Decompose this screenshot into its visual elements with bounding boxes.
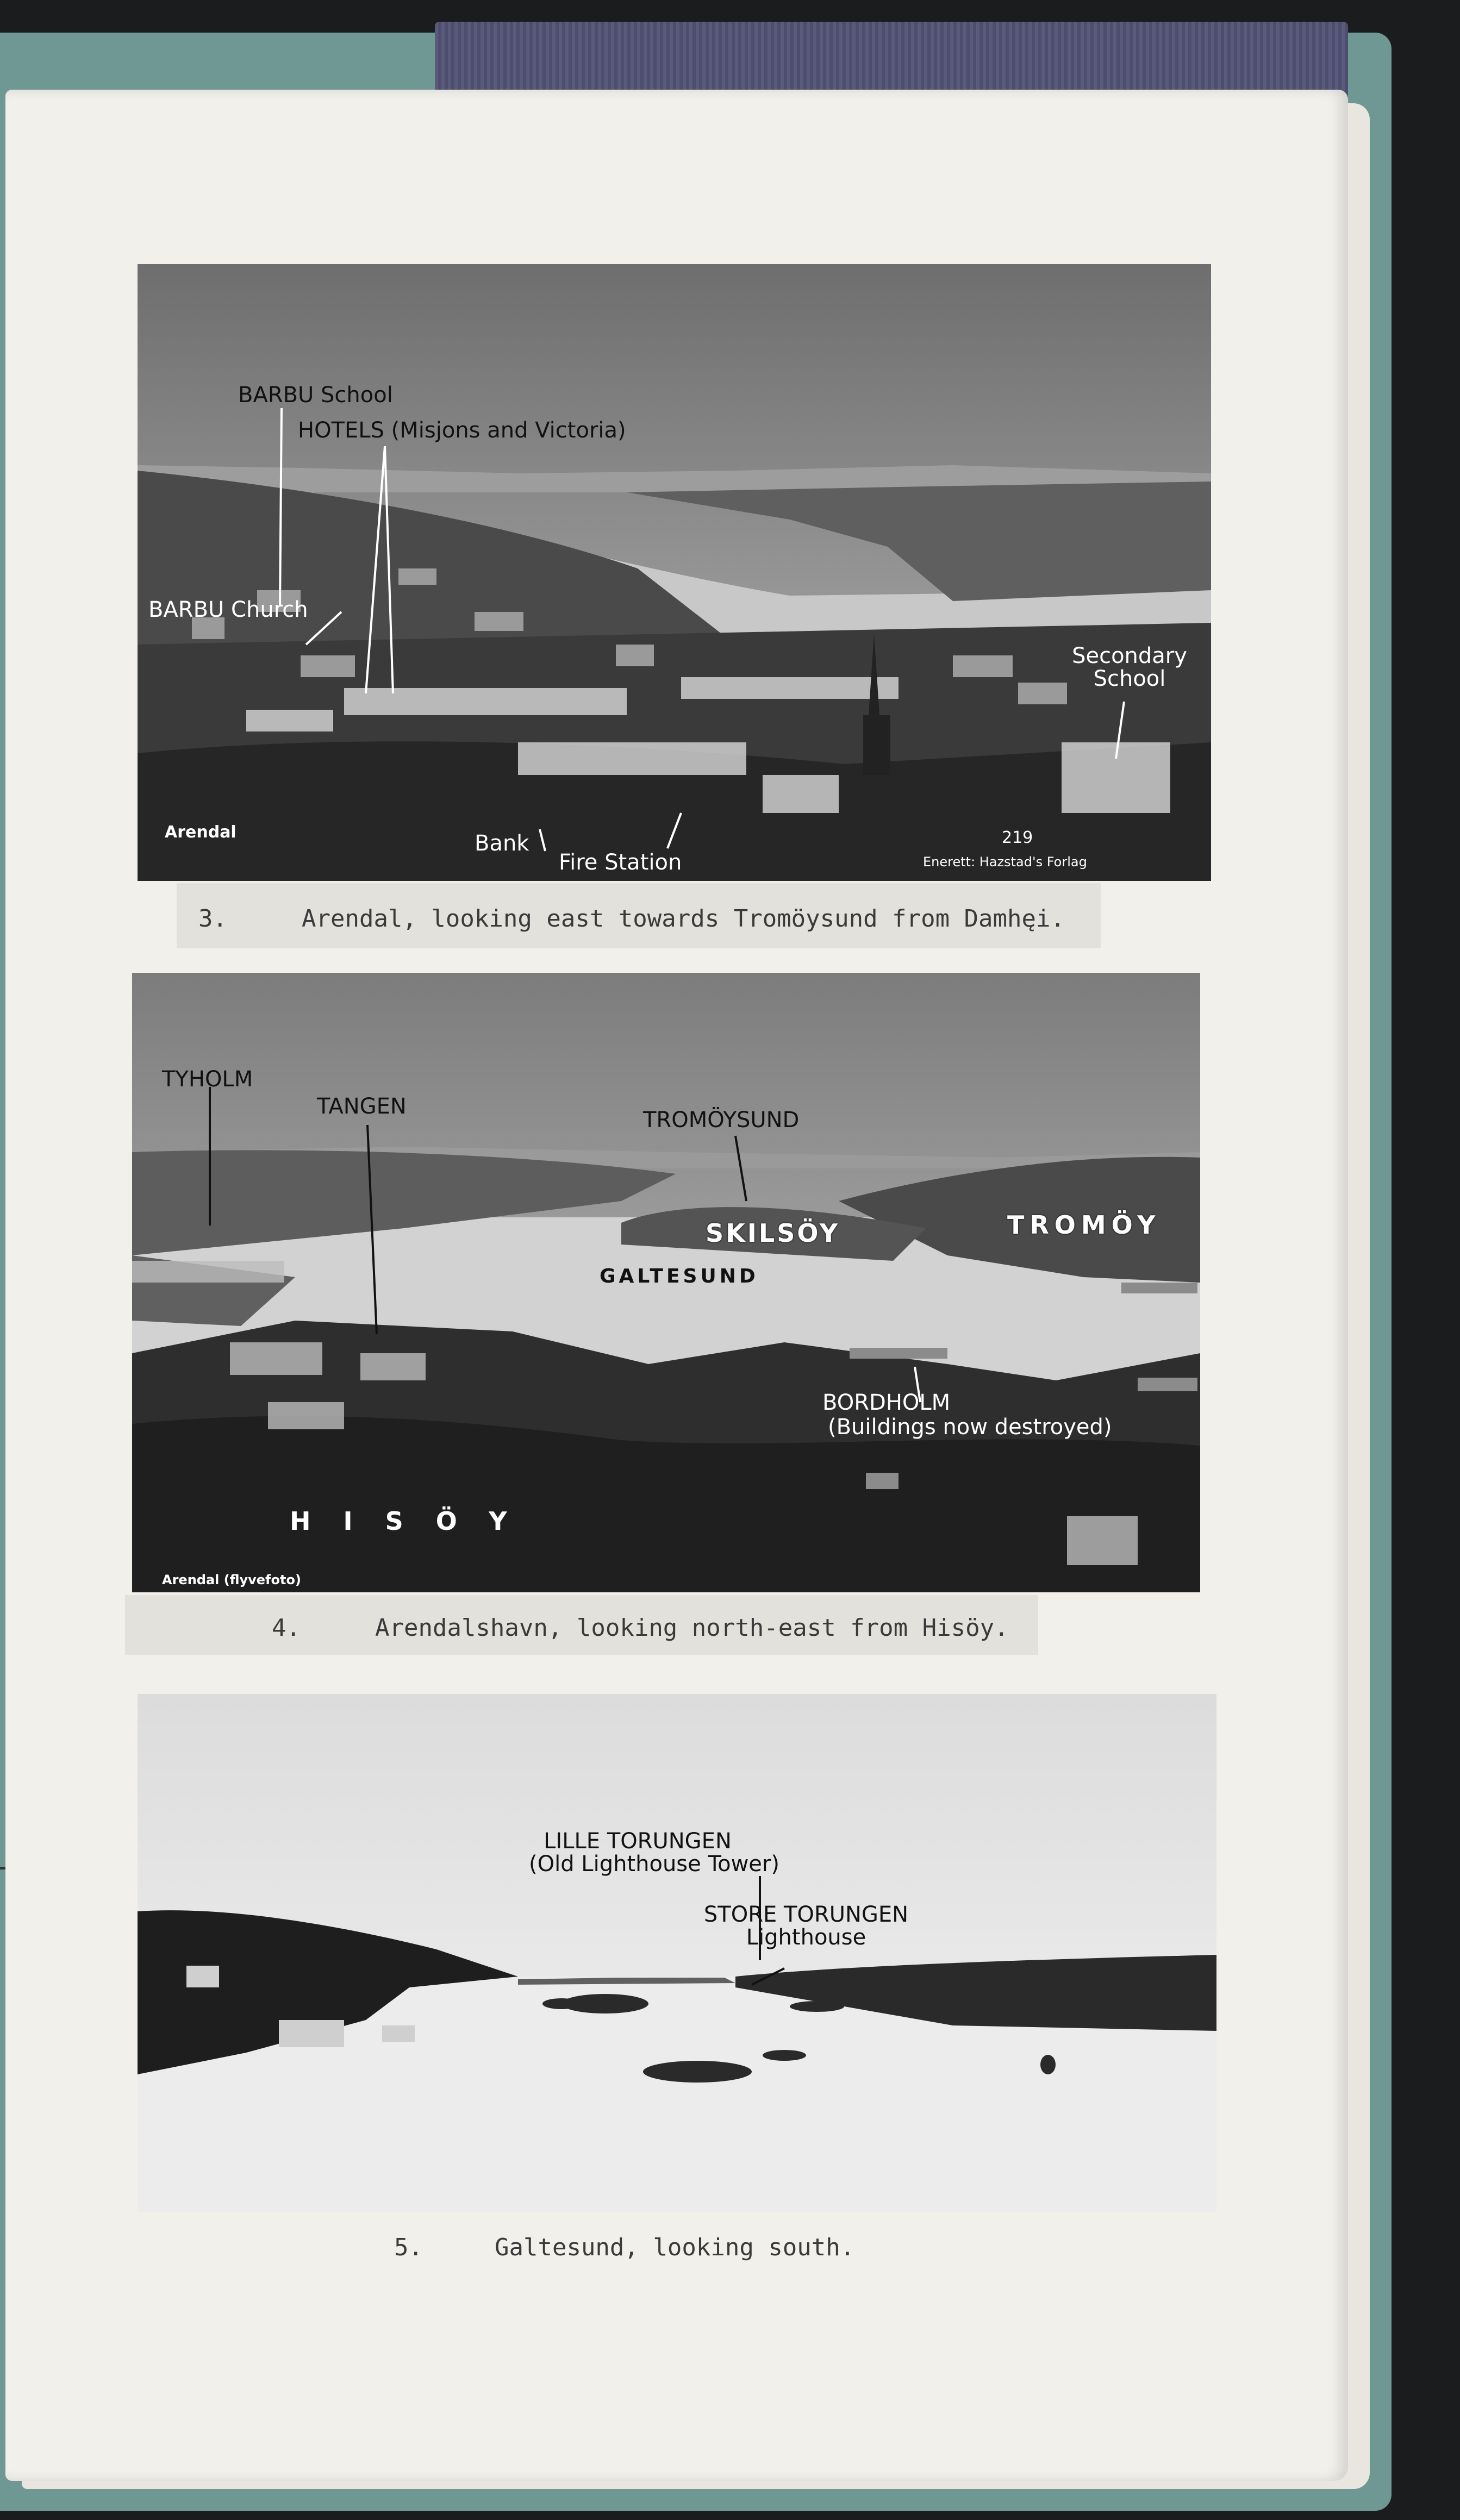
label-tyholm: TYHOLM [162,1067,253,1092]
photo-arendal [138,264,1211,881]
label-hotels: HOTELS (Misjons and Victoria) [298,418,626,443]
label-tromoysund: TROMÖYSUND [643,1108,800,1133]
label-hisoy: HISÖY [290,1506,540,1536]
label-number-mark: 219 [1002,828,1033,847]
photo-arendal-image [138,264,1211,881]
caption-text-5: Galtesund, looking south. [495,2234,855,2261]
caption-number-5: 5. [394,2234,423,2261]
label-bank: Bank [475,831,529,856]
label-skilsoy: SKILSÖY [706,1218,840,1248]
caption-number-4: 4. [272,1614,301,1642]
photo-galtesund-image [138,1694,1216,2212]
label-arendal: Arendal [165,823,236,842]
label-bordholm-note: (Buildings now destroyed) [828,1415,1112,1440]
label-publisher: Enerett: Hazstad's Forlag [923,854,1087,870]
label-barbu-school: BARBU School [238,383,393,408]
label-tangen: TANGEN [317,1094,407,1119]
label-lille-torungen-note: (Old Lighthouse Tower) [529,1852,779,1877]
label-credit: Arendal (flyvefoto) [162,1572,301,1587]
album-page [5,90,1348,2481]
photo-arendalshavn [132,973,1200,1592]
label-secondary-school: Secondary School [1072,643,1187,691]
label-store-torungen-note: Lighthouse [746,1925,866,1950]
label-store-torungen [692,1903,920,1949]
caption-number-3: 3. [198,905,227,933]
label-bordholm: BORDHOLM [822,1390,951,1415]
caption-text-4: Arendalshavn, looking north-east from Hisöy. [375,1614,1009,1642]
label-barbu-church: BARBU Church [148,597,308,622]
label-lille-torungen [529,1829,779,1877]
label-galtesund: GALTESUND [600,1265,759,1287]
caption-text-3: Arendal, looking east towards Tromöysund from Damhęi. [302,905,1065,933]
label-lille-torungen-name: LILLE TORUNGEN [544,1829,732,1854]
label-tromoy: TROMÖY [1007,1210,1161,1240]
label-fire-station: Fire Station [559,850,682,875]
label-store-torungen-name: STORE TORUNGEN [703,1902,909,1927]
photo-galtesund [138,1694,1216,2212]
